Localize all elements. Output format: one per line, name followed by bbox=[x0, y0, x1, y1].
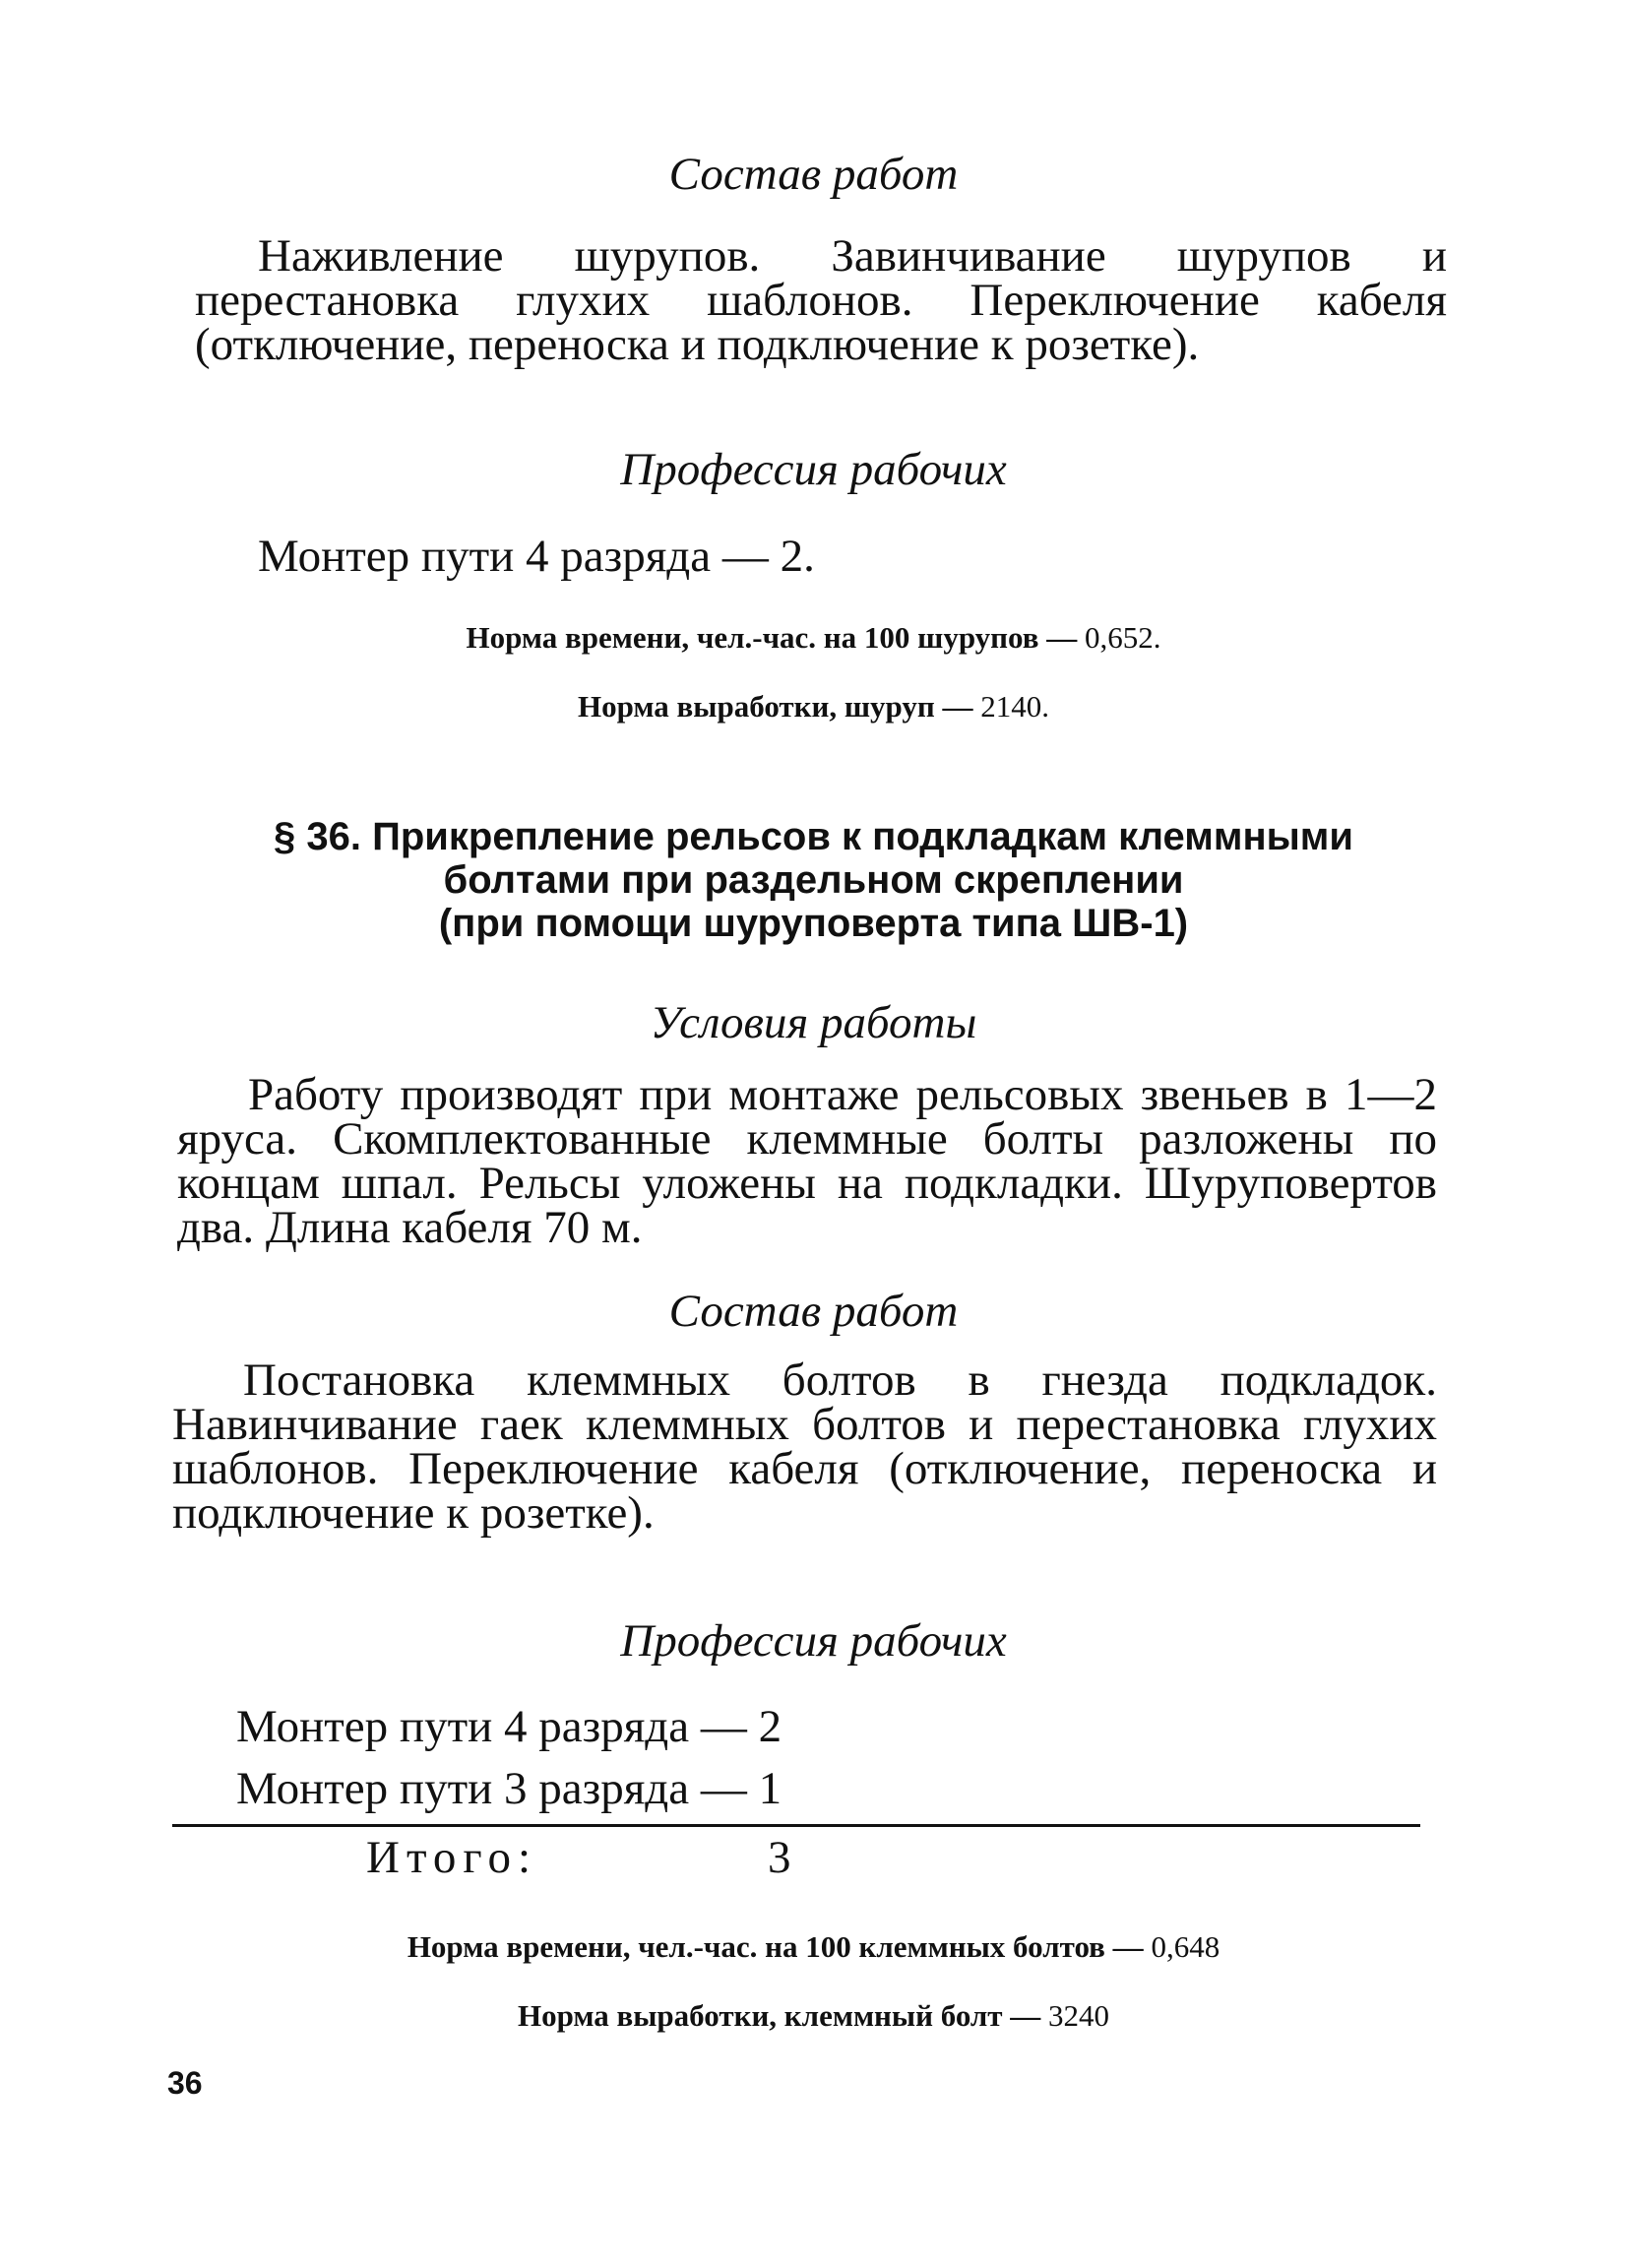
total-label: Итого: bbox=[366, 1832, 538, 1883]
works-heading-1: Состав работ bbox=[668, 149, 959, 200]
conditions-heading: Условия работы bbox=[650, 997, 977, 1048]
section-36-title bbox=[0, 815, 1627, 945]
output-norm-1 bbox=[0, 689, 1627, 724]
total-value: 3 bbox=[768, 1832, 791, 1883]
section-36-line-2: болтами при раздельном скреплении bbox=[443, 858, 1184, 902]
profession-heading-1: Профессия рабочих bbox=[620, 444, 1007, 495]
works-text-2: Постановка клеммных болтов в гнезда подкладок. Навинчивание гаек клеммных болтов и перестановка глухих шаблонов. Переключение кабеля (отключение, переноска и подключение к розетке). bbox=[172, 1354, 1437, 1539]
worker-line-1: Монтер пути 4 разряда — 2. bbox=[258, 531, 815, 582]
time-norm-1-label: Норма времени, чел.-час. на 100 шурупов — bbox=[466, 620, 1078, 655]
time-norm-2 bbox=[0, 1929, 1627, 1965]
section-36-line-1: § 36. Прикрепление рельсов к подкладкам клеммными bbox=[274, 815, 1353, 858]
time-norm-2-value: 0,648 bbox=[1151, 1929, 1220, 1964]
time-norm-1 bbox=[0, 620, 1627, 656]
works-text-1: Наживление шурупов. Завинчивание шурупов и перестановка глухих шаблонов. Переключение кабеля (отключение, переноска и подключение к розетке). bbox=[195, 230, 1447, 370]
conditions-text: Работу производят при монтаже рельсовых звеньев в 1—2 яруса. Скомплектованные клеммные болты разложены по концам шпал. Рельсы уложены на подкладки. Шуруповертов два. Длина кабеля 70 м. bbox=[177, 1069, 1437, 1253]
works-heading-2: Состав работ bbox=[668, 1286, 959, 1337]
output-norm-2-value: 3240 bbox=[1048, 1998, 1110, 2033]
page-number: 36 bbox=[167, 2065, 203, 2101]
total-divider bbox=[172, 1824, 1420, 1827]
section-36-line-3: (при помощи шуруповерта типа ШВ-1) bbox=[438, 902, 1189, 945]
output-norm-1-value: 2140. bbox=[980, 689, 1049, 724]
output-norm-1-label: Норма выработки, шуруп — bbox=[578, 689, 973, 724]
worker-line-2: Монтер пути 4 разряда — 2 bbox=[236, 1701, 782, 1752]
output-norm-2-label: Норма выработки, клеммный болт — bbox=[517, 1998, 1041, 2033]
time-norm-2-label: Норма времени, чел.-час. на 100 клеммных болтов — bbox=[407, 1929, 1144, 1964]
output-norm-2 bbox=[0, 1998, 1627, 2034]
profession-heading-2: Профессия рабочих bbox=[620, 1615, 1007, 1667]
worker-line-3: Монтер пути 3 разряда — 1 bbox=[236, 1763, 782, 1814]
time-norm-1-value: 0,652. bbox=[1085, 620, 1161, 655]
